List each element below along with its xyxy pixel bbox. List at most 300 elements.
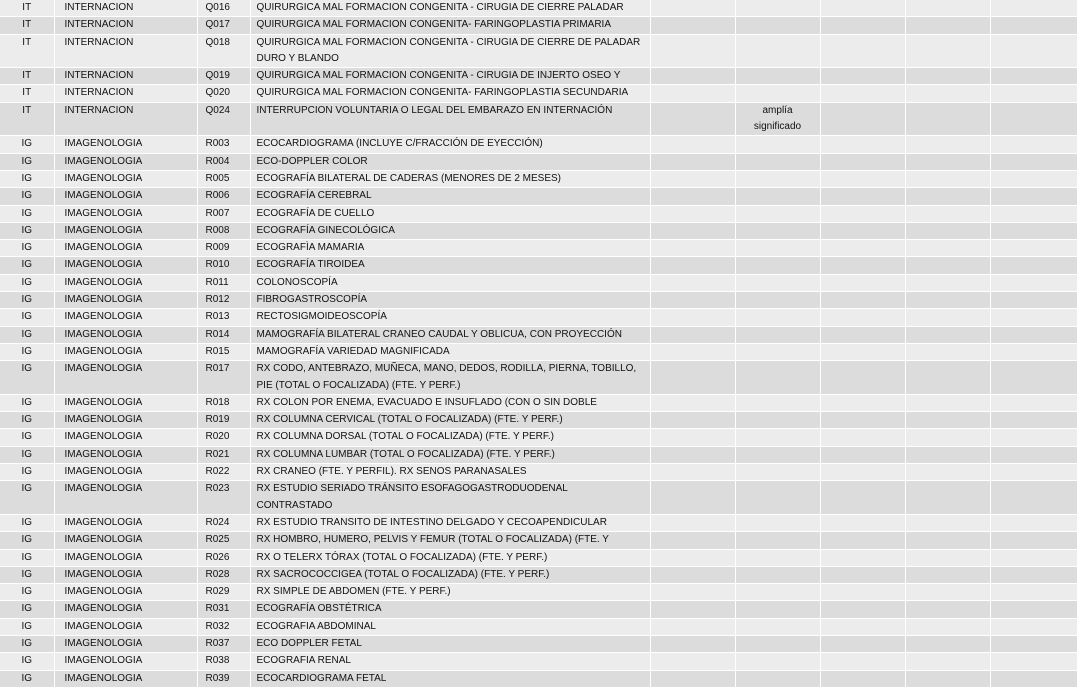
blank-cell [650, 222, 735, 239]
blank-cell [990, 670, 1077, 687]
table-row [0, 274, 1077, 291]
description-cell: QUIRURGICA MAL FORMACION CONGENITA- FARINGOPLASTIA SECUNDARIA [250, 85, 650, 102]
blank-cell [905, 343, 990, 360]
area-cell: IMAGENOLOGIA [54, 326, 197, 343]
blank-cell [905, 412, 990, 429]
blank-cell [650, 188, 735, 205]
code-cell: R024 [197, 514, 250, 531]
code-cell: R037 [197, 635, 250, 652]
blank-cell [905, 136, 990, 153]
blank-cell [820, 464, 905, 481]
table-row [0, 670, 1077, 687]
type-cell: IG [0, 309, 54, 326]
blank-cell [820, 68, 905, 85]
area-cell: IMAGENOLOGIA [54, 464, 197, 481]
code-cell: R017 [197, 361, 250, 395]
table-row [0, 68, 1077, 85]
area-cell: INTERNACION [54, 68, 197, 85]
blank-cell [650, 446, 735, 463]
type-cell: IT [0, 17, 54, 34]
area-cell: IMAGENOLOGIA [54, 205, 197, 222]
blank-cell [990, 653, 1077, 670]
note-cell [735, 326, 820, 343]
area-cell: INTERNACION [54, 34, 197, 68]
code-cell: R022 [197, 464, 250, 481]
table-row [0, 635, 1077, 652]
type-cell: IG [0, 205, 54, 222]
type-cell: IG [0, 635, 54, 652]
blank-cell [820, 532, 905, 549]
area-cell: IMAGENOLOGIA [54, 412, 197, 429]
blank-cell [820, 549, 905, 566]
area-cell: INTERNACION [54, 17, 197, 34]
note-cell [735, 532, 820, 549]
area-cell: IMAGENOLOGIA [54, 429, 197, 446]
table-row [0, 653, 1077, 670]
code-cell: Q024 [197, 102, 250, 136]
blank-cell [990, 68, 1077, 85]
description-cell: RX COLUMNA LUMBAR (TOTAL O FOCALIZADA) (FTE. Y PERF.) [250, 446, 650, 463]
note-cell [735, 34, 820, 68]
type-cell: IG [0, 153, 54, 170]
blank-cell [905, 635, 990, 652]
area-cell: IMAGENOLOGIA [54, 481, 197, 515]
description-cell: MAMOGRAFÍA VARIEDAD MAGNIFICADA [250, 343, 650, 360]
blank-cell [905, 549, 990, 566]
blank-cell [650, 481, 735, 515]
note-cell [735, 343, 820, 360]
table-row [0, 394, 1077, 411]
blank-cell [990, 153, 1077, 170]
type-cell: IG [0, 584, 54, 601]
note-cell [735, 446, 820, 463]
blank-cell [650, 309, 735, 326]
type-cell: IG [0, 361, 54, 395]
code-cell: R023 [197, 481, 250, 515]
area-cell: IMAGENOLOGIA [54, 343, 197, 360]
blank-cell [820, 618, 905, 635]
blank-cell [650, 136, 735, 153]
area-cell: IMAGENOLOGIA [54, 446, 197, 463]
description-cell: ECOGRAFÍA DE CUELLO [250, 205, 650, 222]
description-cell: QUIRURGICA MAL FORMACION CONGENITA - CIRUGIA DE CIERRE DE PALADAR DURO Y BLANDO [250, 34, 650, 68]
blank-cell [990, 222, 1077, 239]
area-cell: IMAGENOLOGIA [54, 292, 197, 309]
type-cell: IG [0, 170, 54, 187]
note-cell [735, 653, 820, 670]
description-cell: ECOGRAFIA ABDOMINAL [250, 618, 650, 635]
blank-cell [905, 566, 990, 583]
note-cell [735, 17, 820, 34]
note-cell [735, 670, 820, 687]
type-cell: IT [0, 0, 54, 17]
blank-cell [905, 170, 990, 187]
code-cell: R008 [197, 222, 250, 239]
area-cell: IMAGENOLOGIA [54, 514, 197, 531]
code-cell: Q019 [197, 68, 250, 85]
table-row [0, 326, 1077, 343]
type-cell: IG [0, 601, 54, 618]
blank-cell [905, 601, 990, 618]
area-cell: IMAGENOLOGIA [54, 584, 197, 601]
blank-cell [820, 429, 905, 446]
blank-cell [820, 566, 905, 583]
description-cell: QUIRURGICA MAL FORMACION CONGENITA- FARINGOPLASTIA PRIMARIA [250, 17, 650, 34]
blank-cell [650, 205, 735, 222]
table-row [0, 205, 1077, 222]
blank-cell [820, 481, 905, 515]
area-cell: INTERNACION [54, 0, 197, 17]
blank-cell [990, 635, 1077, 652]
blank-cell [820, 514, 905, 531]
note-cell [735, 394, 820, 411]
code-cell: R039 [197, 670, 250, 687]
blank-cell [990, 136, 1077, 153]
area-cell: IMAGENOLOGIA [54, 601, 197, 618]
blank-cell [990, 514, 1077, 531]
blank-cell [990, 85, 1077, 102]
blank-cell [990, 481, 1077, 515]
description-cell: RX SIMPLE DE ABDOMEN (FTE. Y PERF.) [250, 584, 650, 601]
blank-cell [650, 326, 735, 343]
code-cell: R014 [197, 326, 250, 343]
area-cell: IMAGENOLOGIA [54, 257, 197, 274]
blank-cell [650, 34, 735, 68]
blank-cell [650, 584, 735, 601]
description-cell: MAMOGRAFÍA BILATERAL CRANEO CAUDAL Y OBLICUA, CON PROYECCIÓN [250, 326, 650, 343]
blank-cell [820, 653, 905, 670]
blank-cell [905, 429, 990, 446]
area-cell: IMAGENOLOGIA [54, 222, 197, 239]
description-cell: RECTOSIGMOIDEOSCOPÍA [250, 309, 650, 326]
table-row [0, 257, 1077, 274]
blank-cell [650, 429, 735, 446]
description-cell: RX ESTUDIO SERIADO TRÁNSITO ESOFAGOGASTRODUODENAL CONTRASTADO [250, 481, 650, 515]
code-cell: R019 [197, 412, 250, 429]
table-row [0, 481, 1077, 515]
note-cell [735, 188, 820, 205]
blank-cell [905, 670, 990, 687]
blank-cell [820, 309, 905, 326]
blank-cell [820, 102, 905, 136]
description-cell: RX CODO, ANTEBRAZO, MUÑECA, MANO, DEDOS, RODILLA, PIERNA, TOBILLO, PIE (TOTAL O FOCALIZADA) (FTE. Y PERF.) [250, 361, 650, 395]
table-row [0, 222, 1077, 239]
description-cell: RX COLUMNA DORSAL (TOTAL O FOCALIZADA) (FTE. Y PERF.) [250, 429, 650, 446]
description-cell: ECOGRAFÍA TIROIDEA [250, 257, 650, 274]
blank-cell [820, 446, 905, 463]
note-cell [735, 222, 820, 239]
blank-cell [820, 17, 905, 34]
type-cell: IG [0, 188, 54, 205]
blank-cell [650, 653, 735, 670]
area-cell: INTERNACION [54, 85, 197, 102]
table-row [0, 292, 1077, 309]
note-cell [735, 429, 820, 446]
blank-cell [650, 0, 735, 17]
table-row [0, 584, 1077, 601]
blank-cell [905, 34, 990, 68]
code-cell: R009 [197, 240, 250, 257]
blank-cell [650, 532, 735, 549]
note-cell [735, 0, 820, 17]
table-row [0, 85, 1077, 102]
table-row [0, 17, 1077, 34]
note-cell [735, 205, 820, 222]
type-cell: IG [0, 326, 54, 343]
blank-cell [905, 188, 990, 205]
code-cell: R018 [197, 394, 250, 411]
note-cell: amplía significado [735, 102, 820, 136]
blank-cell [990, 361, 1077, 395]
blank-cell [905, 292, 990, 309]
area-cell: IMAGENOLOGIA [54, 635, 197, 652]
type-cell: IG [0, 618, 54, 635]
blank-cell [820, 153, 905, 170]
blank-cell [820, 170, 905, 187]
code-cell: R007 [197, 205, 250, 222]
blank-cell [990, 601, 1077, 618]
blank-cell [905, 102, 990, 136]
area-cell: IMAGENOLOGIA [54, 532, 197, 549]
type-cell: IG [0, 566, 54, 583]
code-cell: R025 [197, 532, 250, 549]
blank-cell [905, 240, 990, 257]
table-row [0, 514, 1077, 531]
blank-cell [820, 0, 905, 17]
blank-cell [650, 566, 735, 583]
note-cell [735, 412, 820, 429]
blank-cell [905, 309, 990, 326]
blank-cell [820, 136, 905, 153]
description-cell: ECOCARDIOGRAMA FETAL [250, 670, 650, 687]
blank-cell [905, 446, 990, 463]
blank-cell [990, 205, 1077, 222]
blank-cell [650, 240, 735, 257]
code-cell: R028 [197, 566, 250, 583]
code-cell: R012 [197, 292, 250, 309]
code-cell: Q017 [197, 17, 250, 34]
blank-cell [905, 0, 990, 17]
note-cell [735, 309, 820, 326]
note-cell [735, 136, 820, 153]
description-cell: INTERRUPCION VOLUNTARIA O LEGAL DEL EMBARAZO EN INTERNACIÓN [250, 102, 650, 136]
table-row [0, 361, 1077, 395]
type-cell: IT [0, 85, 54, 102]
type-cell: IG [0, 136, 54, 153]
blank-cell [820, 635, 905, 652]
blank-cell [820, 257, 905, 274]
type-cell: IG [0, 292, 54, 309]
code-cell: R005 [197, 170, 250, 187]
blank-cell [650, 618, 735, 635]
area-cell: IMAGENOLOGIA [54, 136, 197, 153]
blank-cell [990, 394, 1077, 411]
note-cell [735, 601, 820, 618]
note-cell [735, 292, 820, 309]
code-cell: R003 [197, 136, 250, 153]
code-cell: Q018 [197, 34, 250, 68]
blank-cell [820, 85, 905, 102]
note-cell [735, 618, 820, 635]
code-cell: R013 [197, 309, 250, 326]
table-row [0, 464, 1077, 481]
blank-cell [905, 514, 990, 531]
description-cell: QUIRURGICA MAL FORMACION CONGENITA - CIRUGIA DE CIERRE PALADAR [250, 0, 650, 17]
note-cell [735, 566, 820, 583]
blank-cell [650, 464, 735, 481]
note-cell [735, 635, 820, 652]
type-cell: IG [0, 446, 54, 463]
blank-cell [990, 0, 1077, 17]
description-cell: ECOGRAFÍA BILATERAL DE CADERAS (MENORES DE 2 MESES) [250, 170, 650, 187]
blank-cell [650, 68, 735, 85]
code-cell: Q020 [197, 85, 250, 102]
area-cell: IMAGENOLOGIA [54, 188, 197, 205]
blank-cell [820, 34, 905, 68]
table-row [0, 412, 1077, 429]
table-row [0, 549, 1077, 566]
blank-cell [905, 584, 990, 601]
blank-cell [820, 205, 905, 222]
blank-cell [650, 257, 735, 274]
blank-cell [905, 464, 990, 481]
note-cell [735, 153, 820, 170]
blank-cell [650, 292, 735, 309]
type-cell: IG [0, 412, 54, 429]
blank-cell [820, 394, 905, 411]
blank-cell [905, 17, 990, 34]
blank-cell [990, 412, 1077, 429]
type-cell: IG [0, 549, 54, 566]
blank-cell [990, 326, 1077, 343]
blank-cell [990, 292, 1077, 309]
blank-cell [990, 549, 1077, 566]
blank-cell [820, 222, 905, 239]
blank-cell [650, 170, 735, 187]
blank-cell [650, 601, 735, 618]
table-row [0, 618, 1077, 635]
blank-cell [905, 257, 990, 274]
description-cell: RX COLON POR ENEMA, EVACUADO E INSUFLADO (CON O SIN DOBLE [250, 394, 650, 411]
description-cell: RX ESTUDIO TRANSITO DE INTESTINO DELGADO Y CECOAPENDICULAR [250, 514, 650, 531]
code-cell: R026 [197, 549, 250, 566]
blank-cell [905, 222, 990, 239]
blank-cell [820, 240, 905, 257]
blank-cell [990, 257, 1077, 274]
table-row [0, 532, 1077, 549]
blank-cell [990, 566, 1077, 583]
code-cell: R004 [197, 153, 250, 170]
description-cell: ECOGRAFIA RENAL [250, 653, 650, 670]
type-cell: IG [0, 257, 54, 274]
table-row [0, 102, 1077, 136]
note-cell [735, 584, 820, 601]
blank-cell [990, 429, 1077, 446]
description-cell: ECOCARDIOGRAMA (INCLUYE C/FRACCIÓN DE EYECCIÓN) [250, 136, 650, 153]
blank-cell [650, 514, 735, 531]
code-cell: R006 [197, 188, 250, 205]
table-row [0, 566, 1077, 583]
blank-cell [990, 274, 1077, 291]
blank-cell [650, 361, 735, 395]
blank-cell [990, 102, 1077, 136]
code-cell: R031 [197, 601, 250, 618]
blank-cell [650, 274, 735, 291]
area-cell: IMAGENOLOGIA [54, 670, 197, 687]
blank-cell [820, 361, 905, 395]
blank-cell [820, 412, 905, 429]
blank-cell [650, 635, 735, 652]
blank-cell [650, 85, 735, 102]
note-cell [735, 68, 820, 85]
description-cell: RX CRANEO (FTE. Y PERFIL). RX SENOS PARANASALES [250, 464, 650, 481]
area-cell: IMAGENOLOGIA [54, 170, 197, 187]
blank-cell [990, 240, 1077, 257]
type-cell: IT [0, 68, 54, 85]
blank-cell [990, 343, 1077, 360]
type-cell: IT [0, 34, 54, 68]
type-cell: IG [0, 670, 54, 687]
blank-cell [990, 309, 1077, 326]
area-cell: IMAGENOLOGIA [54, 394, 197, 411]
table-row [0, 429, 1077, 446]
area-cell: IMAGENOLOGIA [54, 549, 197, 566]
blank-cell [650, 102, 735, 136]
area-cell: IMAGENOLOGIA [54, 274, 197, 291]
blank-cell [650, 17, 735, 34]
area-cell: IMAGENOLOGIA [54, 653, 197, 670]
type-cell: IG [0, 532, 54, 549]
description-cell: ECOGRAFÍA GINECOLÓGICA [250, 222, 650, 239]
type-cell: IT [0, 102, 54, 136]
blank-cell [990, 188, 1077, 205]
blank-cell [905, 153, 990, 170]
description-cell: ECOGRAFÍA OBSTÉTRICA [250, 601, 650, 618]
description-cell: ECOGRAFÍA CEREBRAL [250, 188, 650, 205]
code-cell: R021 [197, 446, 250, 463]
area-cell: IMAGENOLOGIA [54, 566, 197, 583]
type-cell: IG [0, 429, 54, 446]
blank-cell [990, 618, 1077, 635]
description-cell: RX COLUMNA CERVICAL (TOTAL O FOCALIZADA) (FTE. Y PERF.) [250, 412, 650, 429]
area-cell: IMAGENOLOGIA [54, 309, 197, 326]
table-row [0, 170, 1077, 187]
table-row [0, 136, 1077, 153]
area-cell: INTERNACION [54, 102, 197, 136]
area-cell: IMAGENOLOGIA [54, 153, 197, 170]
blank-cell [650, 343, 735, 360]
code-cell: R032 [197, 618, 250, 635]
blank-cell [990, 17, 1077, 34]
table-row [0, 0, 1077, 17]
note-cell [735, 514, 820, 531]
blank-cell [650, 153, 735, 170]
note-cell [735, 170, 820, 187]
type-cell: IG [0, 653, 54, 670]
code-cell: R010 [197, 257, 250, 274]
table-row [0, 153, 1077, 170]
blank-cell [905, 481, 990, 515]
description-cell: COLONOSCOPÍA [250, 274, 650, 291]
code-cell: R015 [197, 343, 250, 360]
area-cell: IMAGENOLOGIA [54, 240, 197, 257]
blank-cell [990, 34, 1077, 68]
type-cell: IG [0, 464, 54, 481]
type-cell: IG [0, 514, 54, 531]
note-cell [735, 464, 820, 481]
code-cell: Q016 [197, 0, 250, 17]
code-cell: R020 [197, 429, 250, 446]
